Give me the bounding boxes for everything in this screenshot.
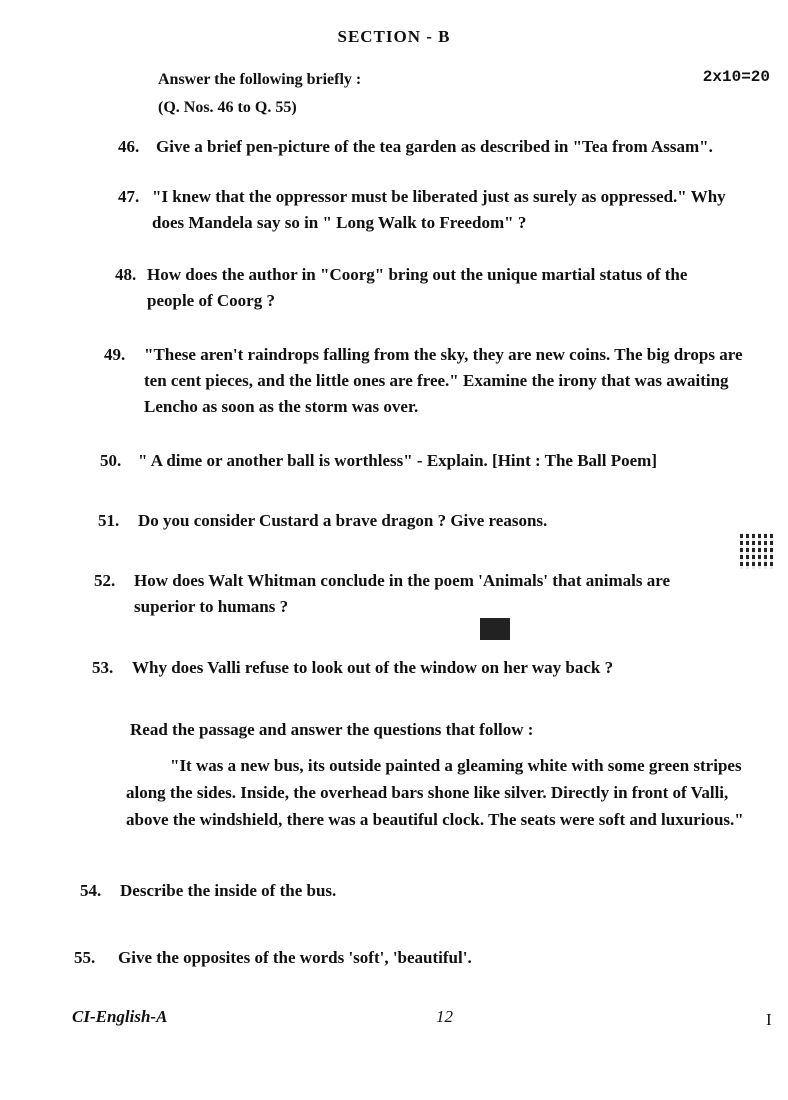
question-number: 49. — [104, 345, 126, 364]
question-number: 46. — [118, 137, 140, 156]
question-48 — [115, 262, 755, 318]
question-number: 52. — [94, 571, 116, 590]
question-text: "These aren't raindrops falling from the sky, they are new coins. The big drops are ten cent pieces, and the little ones are free." Examine the irony that was awaiting Lencho as soon as the storm was over. — [144, 345, 743, 416]
question-number: 54. — [80, 881, 102, 900]
marks-label: 2x10=20 — [702, 68, 770, 86]
passage-text: "It was a new bus, its outside painted a gleaming white with some green stripes along the sides. Inside, the overhead bars shone like silver. Directly in front of Valli, above the windshield, there was a beautiful clock. The seats were soft and luxurious." — [126, 756, 744, 829]
question-54 — [80, 878, 720, 908]
question-text: How does Walt Whitman conclude in the poem 'Animals' that animals are superior to humans ? — [134, 571, 671, 616]
question-text: Do you consider Custard a brave dragon ? Give reasons. — [138, 511, 548, 530]
passage-heading: Read the passage and answer the questions that follow : — [130, 720, 534, 739]
question-text: Describe the inside of the bus. — [120, 881, 337, 900]
question-number: 48. — [115, 265, 137, 284]
footer-mark: I — [766, 1010, 772, 1029]
qr-code-icon — [740, 533, 776, 569]
question-47 — [118, 184, 758, 240]
question-number: 55. — [74, 948, 96, 967]
question-number: 53. — [92, 658, 114, 677]
question-text: " A dime or another ball is worthless" - Explain. [Hint : The Ball Poem] — [138, 451, 657, 470]
paper-code: CI-English-A — [72, 1007, 168, 1026]
question-55 — [74, 945, 724, 975]
question-number: 50. — [100, 451, 122, 470]
question-49 — [104, 342, 764, 424]
question-text: Why does Valli refuse to look out of the window on her way back ? — [132, 658, 614, 677]
question-53 — [92, 655, 742, 685]
question-text: "I knew that the oppressor must be liberated just as surely as oppressed." Why does Mandela say so in " Long Walk to Freedom" ? — [152, 187, 726, 232]
question-text: Give a brief pen-picture of the tea garden as described in "Tea from Assam". — [156, 137, 713, 156]
question-50 — [100, 448, 760, 478]
instruction-line-2: (Q. Nos. 46 to Q. 55) — [158, 99, 297, 116]
question-52 — [94, 568, 744, 624]
question-51 — [98, 508, 738, 538]
section-title: SECTION - B — [337, 27, 451, 46]
question-text: How does the author in "Coorg" bring out the unique martial status of the people of Coorg ? — [147, 265, 688, 310]
instruction-line-1: Answer the following briefly : — [158, 71, 362, 88]
ink-blot — [480, 618, 510, 640]
instructions — [158, 66, 361, 122]
question-number: 47. — [118, 187, 140, 206]
question-46 — [118, 134, 758, 164]
question-number: 51. — [98, 511, 120, 530]
page-number: 12 — [436, 1007, 453, 1026]
question-text: Give the opposites of the words 'soft', 'beautiful'. — [118, 948, 472, 967]
